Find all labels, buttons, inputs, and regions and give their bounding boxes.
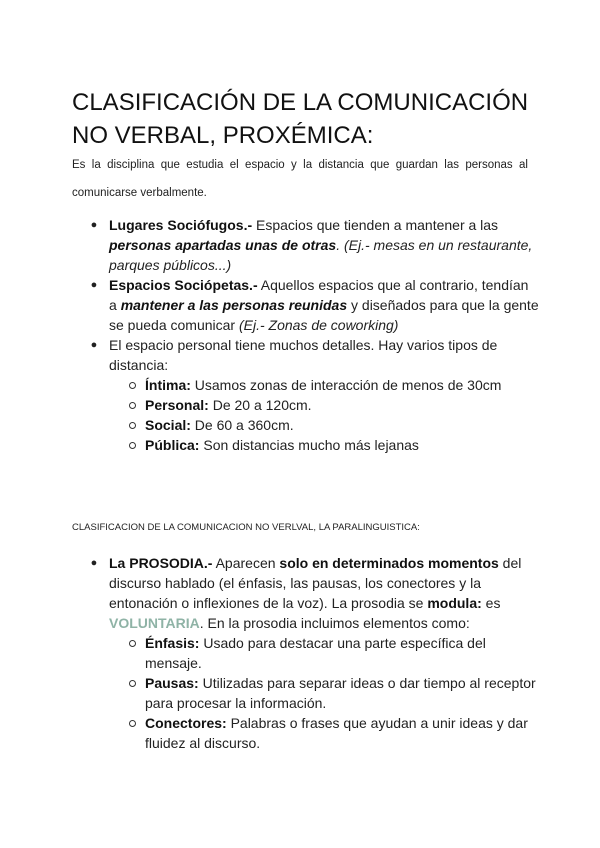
item-text: Aquellos espacios que al contrario, tendían a <box>109 277 529 313</box>
sublist-item-personal <box>109 395 540 415</box>
term-publica: Pública: <box>145 437 200 453</box>
paralinguistica-list <box>0 553 600 753</box>
circle-bullet-icon <box>129 640 136 647</box>
sub-text: De 60 a 360cm. <box>190 417 294 433</box>
item-text: Espacios que tienden a mantener a las <box>252 217 499 233</box>
example-text: (Ej.- Zonas de coworking) <box>238 317 399 333</box>
term-personal: Personal: <box>145 397 209 413</box>
sublist-item-enfasis <box>109 633 540 673</box>
prosodia-sublist <box>109 633 540 753</box>
bullet-icon: ● <box>90 557 98 569</box>
circle-bullet-icon <box>129 382 136 389</box>
emphasis-text: mantener a las personas reunidas <box>120 297 348 313</box>
highlight-voluntaria: VOLUNTARIA <box>109 615 200 631</box>
term-modula: modula: <box>427 595 482 611</box>
term-intima: Íntima: <box>145 377 191 393</box>
sublist-item-conectores <box>109 713 540 753</box>
list-item-sociopetas <box>0 275 600 335</box>
item-text: Aparecen <box>212 555 280 571</box>
sub-text: Usado para destacar una parte específica del mensaje. <box>145 635 486 671</box>
item-text-2: del discurso hablado (el énfasis, las pausas, los conectores y la entonación o inflexiones de la voz). La prosodia se <box>109 555 522 611</box>
sublist-item-intima <box>109 375 540 395</box>
example-text: . (Ej.- mesas en un restaurante, parques públicos...) <box>109 237 533 273</box>
bullet-icon: ● <box>90 219 98 231</box>
circle-bullet-icon <box>129 442 136 449</box>
list-item-espacio-personal <box>0 335 600 455</box>
circle-bullet-icon <box>129 422 136 429</box>
sublist-item-social <box>109 415 540 435</box>
sublist-item-pausas <box>109 673 540 713</box>
item-text-4: . En la prosodia incluimos elementos como: <box>199 615 470 631</box>
term-prosodia: La PROSODIA.- <box>109 555 213 571</box>
list-item-prosodia <box>0 553 600 753</box>
term-conectores: Conectores: <box>145 715 227 731</box>
section-heading-paralinguistica: CLASIFICACION DE LA COMUNICACION NO VERLVAL, LA PARALINGUISTICA: <box>72 522 420 533</box>
intro-paragraph: Es la disciplina que estudia el espacio y la distancia que guardan las personas al comunicarse verbalmente. <box>72 159 528 199</box>
sub-text: Son distancias mucho más lejanas <box>199 437 419 453</box>
sub-text: Usamos zonas de interacción de menos de 30cm <box>190 377 502 393</box>
emphasis-text: solo en determinados momentos <box>279 555 499 571</box>
bullet-icon: ● <box>90 279 98 291</box>
sublist-item-publica <box>109 435 540 455</box>
term-enfasis: Énfasis: <box>145 635 200 651</box>
item-text: El espacio personal tiene muchos detalles. Hay varios tipos de distancia: <box>109 337 498 373</box>
term-pausas: Pausas: <box>145 675 199 691</box>
circle-bullet-icon <box>129 680 136 687</box>
circle-bullet-icon <box>129 402 136 409</box>
circle-bullet-icon <box>129 720 136 727</box>
proxemica-list <box>0 215 600 455</box>
term-sociopetas: Espacios Sociópetas.- <box>109 277 258 293</box>
sub-text: Utilizadas para separar ideas o dar tiempo al receptor para procesar la información. <box>145 675 536 711</box>
list-item-sociofugos <box>0 215 600 275</box>
term-social: Social: <box>145 417 191 433</box>
emphasis-text: personas apartadas unas de otras <box>109 237 337 253</box>
item-text-3: es <box>481 595 501 611</box>
sub-text: De 20 a 120cm. <box>208 397 312 413</box>
term-sociofugos: Lugares Sociófugos.- <box>109 217 253 233</box>
document-title: CLASIFICACIÓN DE LA COMUNICACIÓN NO VERBAL, PROXÉMICA: <box>72 89 529 149</box>
bullet-icon: ● <box>90 339 98 351</box>
distance-sublist <box>109 375 540 455</box>
item-text-2: y diseñados para que la gente se pueda comunicar <box>109 297 539 333</box>
sub-text: Palabras o frases que ayudan a unir ideas y dar fluidez al discurso. <box>145 715 528 751</box>
